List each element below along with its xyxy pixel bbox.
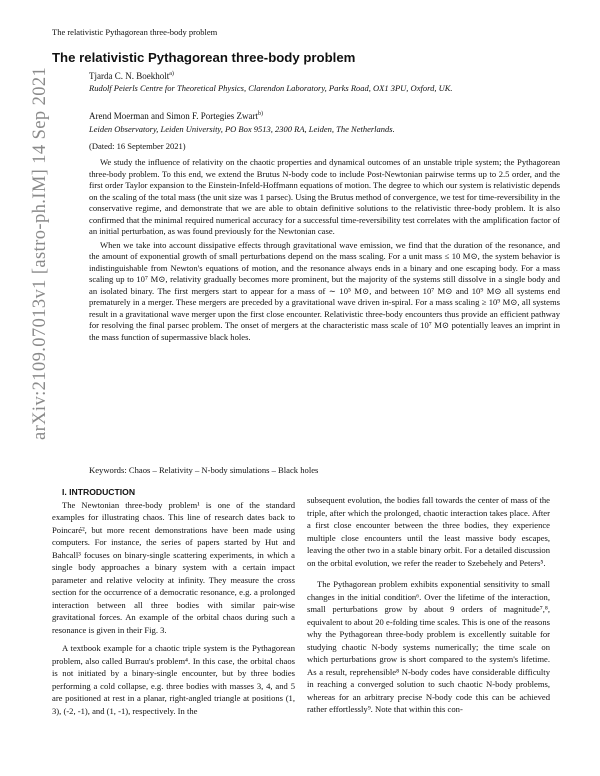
body-column-left <box>52 486 295 717</box>
abstract-paragraph: We study the influence of relativity on the chaotic properties and dynamical outcomes of an unstable triple system; the Pythagorean three-body problem. To this end, we extend the Brutus N-body code to include Post-Newtonian pairwise terms up to 2.5 order, and the first order Taylor expansion to the Einstein-Infeld-Hoffmann equations of motion. The degree to which our system is relativistic depends on the scaling of the total mass (the unit size was 1 parsec). Using the Brutus method of convergence, we test for time-reversibility in the conservative regime, and demonstrate that we are able to obtain definitive solutions to the relativistic three-body problem. It is also confirmed that the minimal required numerical accuracy for a successful time-reversibility test correlates with the amplification factor of an initial perturbation, as was found previously for the Newtonian case. <box>89 157 560 236</box>
author-footnote-mark: b) <box>258 111 264 117</box>
author-name: Tjarda C. N. Boekholt <box>89 71 170 81</box>
body-paragraph: The Newtonian three-body problem¹ is one of the standard examples for illustrating chaos. This line of research dates back to Poincaré², but more recent demonstrations have been made using computers. For instance, the series of papers started by Hut and Bahcall³ focuses on binary-single scattering experiments, in which a single body approaches a binary system with a certain impact parameter and relative velocity at infinity. They measure the cross section for the occurrence of a democratic resonance, e.g. a prolonged interaction between all three bodies with similar pair-wise gravitational forces. An example of the orbital chaos during such a resonance is given in their Fig. 3. <box>52 499 295 635</box>
arxiv-identifier-stamp: arXiv:2109.07013v1 [astro-ph.IM] 14 Sep 2021 <box>30 66 50 440</box>
author-name: Arend Moerman and Simon F. Portegies Zwart <box>89 111 259 121</box>
body-column-right <box>307 494 550 716</box>
author-footnote-mark: a) <box>169 71 174 77</box>
section-heading-introduction: I. INTRODUCTION <box>62 487 136 497</box>
body-paragraph: subsequent evolution, the bodies fall towards the center of mass of the triple, after which the prolonged, chaotic interaction takes place. After a first close encounter between the three bodies, they experience multiple close encounters until the least massive body escapes, leaving the other two in a stable binary orbit. For a detailed discussion on the orbital evolution, we refer the reader to Szebehely and Peters⁵. <box>307 495 550 568</box>
body-paragraph: The Pythagorean problem exhibits exponential sensitivity to small changes in the initial condition⁶. Over the lifetime of the interaction, small perturbations grow by about 9 orders of magnitude⁷,⁸, equivalent to about 20 e-folding time scales. This is one of the reasons why the Pythagorean three-body problem is excellently suitable for studying chaotic N-body systems numerically; the time scale on which perturbations grow is short compared to the system's lifetime. As a result, reprehensible⁸ N-body codes have considerable difficulty in reaching a converged solution to such chaotic N-body problems, whereas for an arbitrary precise N-body code this can be achieved rather effortlessly⁹. Note that within this con- <box>307 579 550 714</box>
body-paragraph: A textbook example for a chaotic triple system is the Pythagorean problem, also called Burrau's problem⁴. In this case, the orbital chaos is not initiated by a binary-single encounter, but by three bodies performing a cold collapse, e.g. three bodies with masses 3, 4, and 5 are positioned at rest in a planar, right-angled triangle at positions (1, 3), (-2, -1), and (1, -1), respectively. In the <box>52 643 295 716</box>
abstract <box>89 157 560 343</box>
affiliation-2: Leiden Observatory, Leiden University, PO Box 9513, 2300 RA, Leiden, The Netherlands. <box>89 124 395 134</box>
dated-line: (Dated: 16 September 2021) <box>89 141 186 151</box>
paper-title: The relativistic Pythagorean three-body problem <box>52 50 356 65</box>
abstract-paragraph: When we take into account dissipative effects through gravitational wave emission, we find that the duration of the resonance, and the amount of exponential growth of small perturbations depend on the mass scaling. For a unit mass ≤ 10 M⊙, the system behavior is indistinguishable from Newton's equations of motion, and the resonance always ends in a binary and one escaping body. For a mass scaling up to 10⁷ M⊙, relativity gradually becomes more prominent, but the majority of the systems still dissolve in a single body and an isolated binary. The first mergers start to appear for a mass of ∼ 10⁵ M⊙, and between 10⁷ M⊙ and 10⁹ M⊙ all systems end prematurely in a merger. These mergers are preceded by a gravitational wave driven in-spiral. For a mass scaling ≥ 10⁹ M⊙, all systems result in a gravitational wave merger upon the first close encounter. Relativistic three-body encounters thus provide an efficient pathway for resolving the final parsec problem. The onset of mergers at the characteristic mass scale of 10⁷ M⊙ potentially leaves an imprint in the mass function of supermassive black holes. <box>89 239 560 342</box>
affiliation-1: Rudolf Peierls Centre for Theoretical Physics, Clarendon Laboratory, Parks Road, OX1 3PU, Oxford, UK. <box>89 83 453 93</box>
running-head: The relativistic Pythagorean three-body problem <box>52 27 218 37</box>
author-line-1 <box>89 71 174 81</box>
author-line-2 <box>89 111 263 121</box>
keywords: Keywords: Chaos – Relativity – N-body simulations – Black holes <box>89 465 319 475</box>
